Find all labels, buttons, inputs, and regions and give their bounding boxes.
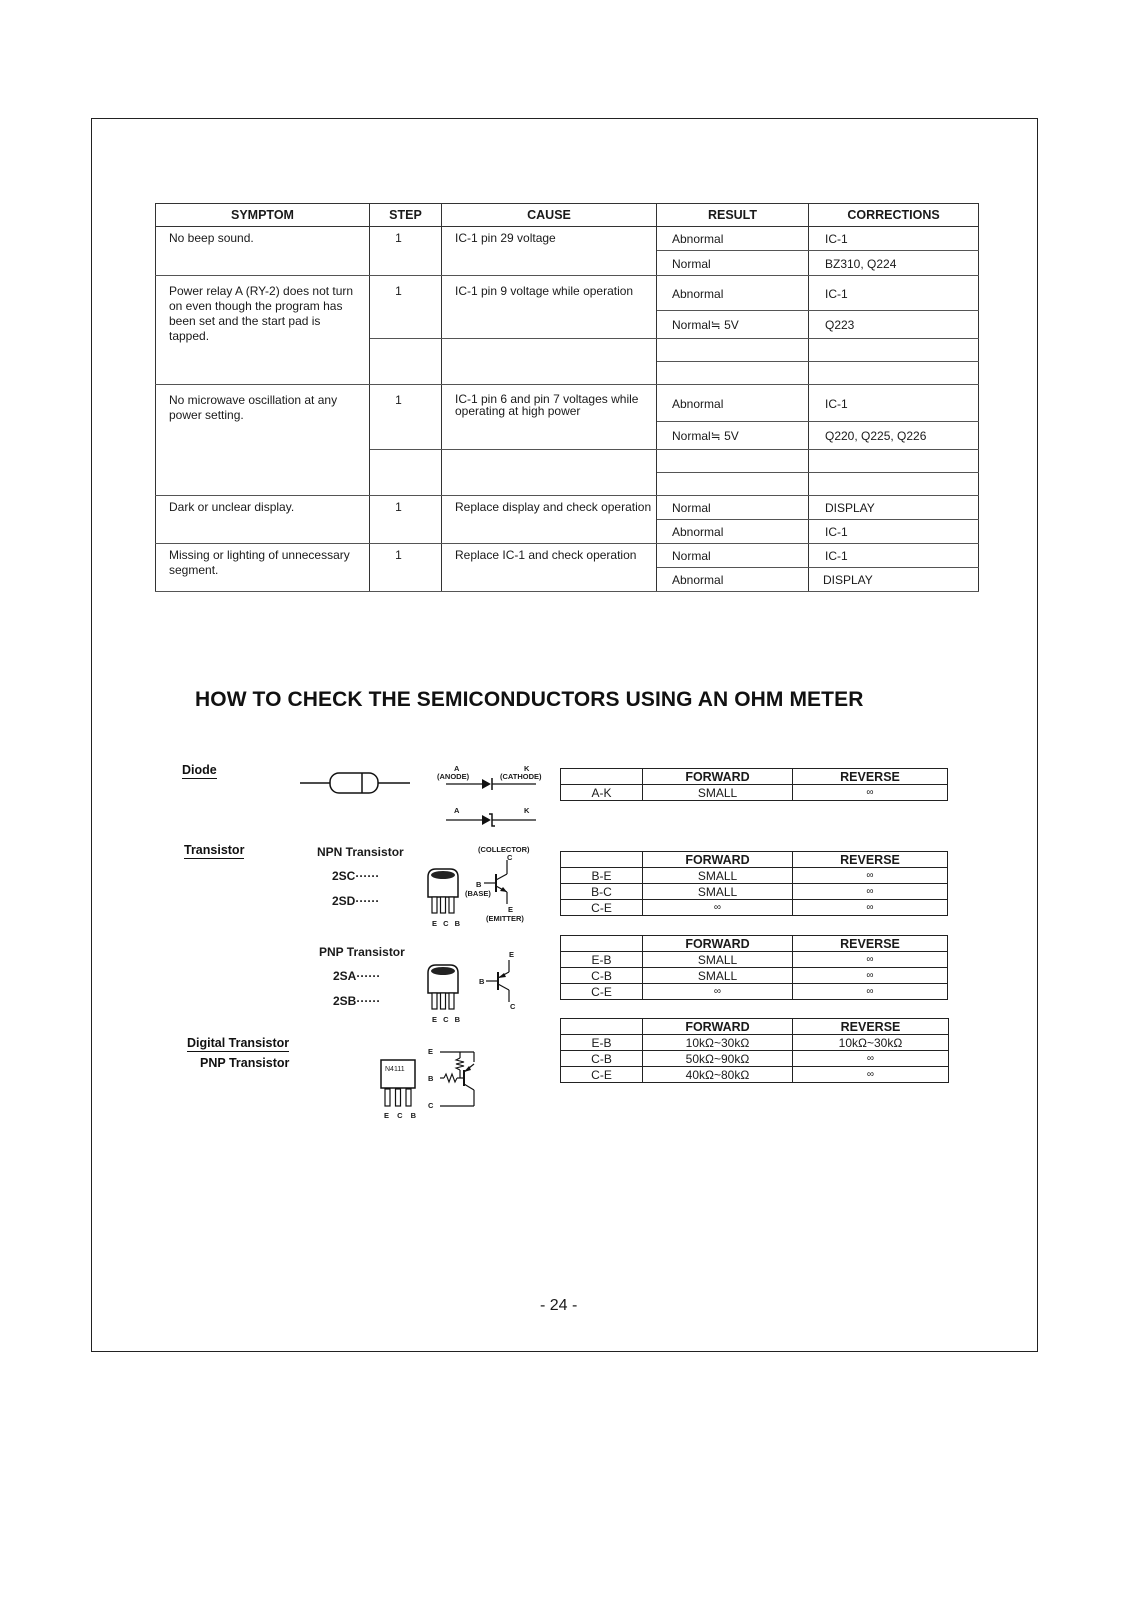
reverse-cell: ∞ xyxy=(793,1051,949,1067)
col-pins xyxy=(561,1019,643,1035)
diode-anode-label: (ANODE) xyxy=(437,772,470,781)
symptom-cell: Dark or unclear display. xyxy=(156,496,370,544)
table-row xyxy=(156,227,979,251)
diode-symbol-icon xyxy=(446,776,538,792)
pins-cell: C-E xyxy=(561,900,643,916)
reverse-cell: ∞ xyxy=(793,900,948,916)
blank-correction-cell xyxy=(809,473,979,496)
col-forward: FORWARD xyxy=(643,936,793,952)
result-cell: Normal xyxy=(657,544,809,568)
pnp-symbol-icon xyxy=(486,960,518,1004)
diode-cathode-letter: K xyxy=(524,764,530,773)
diode-body-icon xyxy=(300,771,412,795)
col-reverse: REVERSE xyxy=(793,769,948,785)
pins-cell: C-B xyxy=(561,968,643,984)
result-cell: Normal≒ 5V xyxy=(657,311,809,339)
digital-transistor-symbol-icon xyxy=(434,1048,486,1110)
forward-cell: 40kΩ~80kΩ xyxy=(643,1067,793,1083)
digital-part-number: N4111 xyxy=(385,1066,405,1073)
forward-cell: SMALL xyxy=(643,884,793,900)
zener-diode-icon xyxy=(446,812,538,828)
pins-cell: C-E xyxy=(561,984,643,1000)
cause-cell: IC-1 pin 29 voltage xyxy=(442,227,657,276)
col-forward: FORWARD xyxy=(643,852,793,868)
table-row xyxy=(156,385,979,422)
pnp-b-letter: B xyxy=(479,977,485,986)
forward-cell: SMALL xyxy=(643,868,793,884)
table-row xyxy=(561,968,948,984)
pnp-title: PNP Transistor xyxy=(319,945,405,959)
reverse-cell: 10kΩ~30kΩ xyxy=(793,1035,949,1051)
table-row xyxy=(561,785,948,801)
step-cell: 1 xyxy=(370,544,442,592)
col-reverse: REVERSE xyxy=(793,936,948,952)
zener-anode-letter: A xyxy=(454,806,460,815)
digital-ohm-table xyxy=(560,1018,949,1083)
forward-cell: SMALL xyxy=(643,785,793,801)
result-cell: Normal xyxy=(657,251,809,276)
correction-cell: IC-1 xyxy=(809,544,979,568)
npn-base-letter: B xyxy=(476,880,482,889)
digital-transistor-label: Digital Transistor xyxy=(187,1036,290,1050)
cause-cell: IC-1 pin 6 and pin 7 voltages while operating at high power xyxy=(442,385,657,450)
header-cause: CAUSE xyxy=(442,204,657,227)
col-reverse: REVERSE xyxy=(793,1019,949,1035)
forward-cell: SMALL xyxy=(643,968,793,984)
npn-emitter-letter: E xyxy=(508,905,514,914)
col-pins xyxy=(561,936,643,952)
pnp-pin-order: E C B xyxy=(432,1015,463,1024)
correction-cell: IC-1 xyxy=(809,520,979,544)
digital-c-letter: C xyxy=(428,1101,434,1110)
result-cell: Abnormal xyxy=(657,276,809,311)
npn-collector-letter: C xyxy=(507,853,513,862)
diode-label: Diode xyxy=(182,763,217,777)
table-row xyxy=(561,1051,949,1067)
result-cell: Abnormal xyxy=(657,385,809,422)
troubleshooting-table xyxy=(155,203,979,592)
pnp-c-letter: C xyxy=(510,1002,516,1011)
table-row xyxy=(156,276,979,311)
digital-e-letter: E xyxy=(428,1047,434,1056)
digital-b-letter: B xyxy=(428,1074,434,1083)
table-row xyxy=(561,900,948,916)
correction-cell: Q223 xyxy=(809,311,979,339)
blank-correction-cell xyxy=(809,362,979,385)
reverse-cell: ∞ xyxy=(793,1067,949,1083)
forward-cell: ∞ xyxy=(643,984,793,1000)
result-cell: Abnormal xyxy=(657,568,809,592)
npn-package-icon xyxy=(426,867,460,917)
correction-cell: IC-1 xyxy=(809,276,979,311)
symptom-cell: No microwave oscillation at any power setting. xyxy=(156,385,370,496)
symptom-cell: Missing or lighting of unnecessary segment. xyxy=(156,544,370,592)
table-header-row xyxy=(156,204,979,227)
diode-cathode-label: (CATHODE) xyxy=(500,772,542,781)
correction-cell: DISPLAY xyxy=(809,496,979,520)
header-result: RESULT xyxy=(657,204,809,227)
col-reverse: REVERSE xyxy=(793,852,948,868)
pnp-type-2sb: 2SB······ xyxy=(333,994,381,1008)
step-cell: 1 xyxy=(370,496,442,544)
npn-type-2sd: 2SD······ xyxy=(332,894,380,908)
diode-ohm-table xyxy=(560,768,948,801)
header-corrections: CORRECTIONS xyxy=(809,204,979,227)
cause-cell: IC-1 pin 9 voltage while operation xyxy=(442,276,657,339)
blank-step-cell xyxy=(370,450,442,496)
correction-cell: IC-1 xyxy=(809,227,979,251)
blank-cause-cell xyxy=(442,339,657,385)
table-row xyxy=(561,868,948,884)
correction-cell: DISPLAY xyxy=(809,568,979,592)
step-cell: 1 xyxy=(370,385,442,450)
table-row xyxy=(561,1067,949,1083)
forward-cell: 10kΩ~30kΩ xyxy=(643,1035,793,1051)
reverse-cell: ∞ xyxy=(793,952,948,968)
table-row xyxy=(561,952,948,968)
forward-cell: 50kΩ~90kΩ xyxy=(643,1051,793,1067)
blank-result-cell xyxy=(657,450,809,473)
table-row xyxy=(156,496,979,520)
table-row xyxy=(561,984,948,1000)
blank-result-cell xyxy=(657,473,809,496)
blank-correction-cell xyxy=(809,339,979,362)
step-cell: 1 xyxy=(370,276,442,339)
forward-cell: ∞ xyxy=(643,900,793,916)
pnp-type-2sa: 2SA······ xyxy=(333,969,381,983)
reverse-cell: ∞ xyxy=(793,884,948,900)
symptom-cell: No beep sound. xyxy=(156,227,370,276)
col-pins xyxy=(561,769,643,785)
pins-cell: B-C xyxy=(561,884,643,900)
transistor-label: Transistor xyxy=(184,843,245,857)
pnp-ohm-table xyxy=(560,935,948,1000)
pins-cell: C-E xyxy=(561,1067,643,1083)
section-heading: HOW TO CHECK THE SEMICONDUCTORS USING AN OHM METER xyxy=(195,688,864,711)
diode-anode-letter: A xyxy=(454,764,460,773)
blank-correction-cell xyxy=(809,450,979,473)
pnp-e-letter: E xyxy=(509,950,515,959)
pins-cell: E-B xyxy=(561,1035,643,1051)
correction-cell: IC-1 xyxy=(809,385,979,422)
symptom-cell: Power relay A (RY-2) does not turn on even though the program has been set and the start pad is tapped. xyxy=(156,276,370,385)
cause-cell: Replace IC-1 and check operation xyxy=(442,544,657,592)
blank-result-cell xyxy=(657,362,809,385)
reverse-cell: ∞ xyxy=(793,868,948,884)
table-row xyxy=(561,884,948,900)
digital-pin-order: E C B xyxy=(384,1111,420,1120)
cause-cell: Replace display and check operation xyxy=(442,496,657,544)
pins-cell: C-B xyxy=(561,1051,643,1067)
result-cell: Abnormal xyxy=(657,227,809,251)
pnp-package-icon xyxy=(426,963,460,1013)
header-symptom: SYMPTOM xyxy=(156,204,370,227)
npn-type-2sc: 2SC······ xyxy=(332,869,380,883)
npn-collector-label: (COLLECTOR) xyxy=(478,845,530,854)
correction-cell: BZ310, Q224 xyxy=(809,251,979,276)
npn-emitter-label: (EMITTER) xyxy=(486,914,524,923)
col-pins xyxy=(561,852,643,868)
npn-title: NPN Transistor xyxy=(317,845,404,859)
col-forward: FORWARD xyxy=(643,769,793,785)
reverse-cell: ∞ xyxy=(793,984,948,1000)
result-cell: Normal≒ 5V xyxy=(657,422,809,450)
reverse-cell: ∞ xyxy=(793,968,948,984)
result-cell: Abnormal xyxy=(657,520,809,544)
zener-cathode-letter: K xyxy=(524,806,530,815)
pins-cell: B-E xyxy=(561,868,643,884)
correction-cell: Q220, Q225, Q226 xyxy=(809,422,979,450)
blank-step-cell xyxy=(370,339,442,385)
reverse-cell: ∞ xyxy=(793,785,948,801)
digital-pnp-label: PNP Transistor xyxy=(200,1056,290,1070)
result-cell: Normal xyxy=(657,496,809,520)
col-forward: FORWARD xyxy=(643,1019,793,1035)
forward-cell: SMALL xyxy=(643,952,793,968)
npn-symbol-icon xyxy=(484,860,516,906)
header-step: STEP xyxy=(370,204,442,227)
blank-result-cell xyxy=(657,339,809,362)
table-row xyxy=(156,544,979,568)
npn-base-label: (BASE) xyxy=(465,889,491,898)
pins-cell: E-B xyxy=(561,952,643,968)
blank-cause-cell xyxy=(442,450,657,496)
npn-ohm-table xyxy=(560,851,948,916)
table-row xyxy=(561,1035,949,1051)
npn-pin-order: E C B xyxy=(432,919,463,928)
pins-cell: A-K xyxy=(561,785,643,801)
page-number: - 24 - xyxy=(540,1297,578,1314)
step-cell: 1 xyxy=(370,227,442,276)
